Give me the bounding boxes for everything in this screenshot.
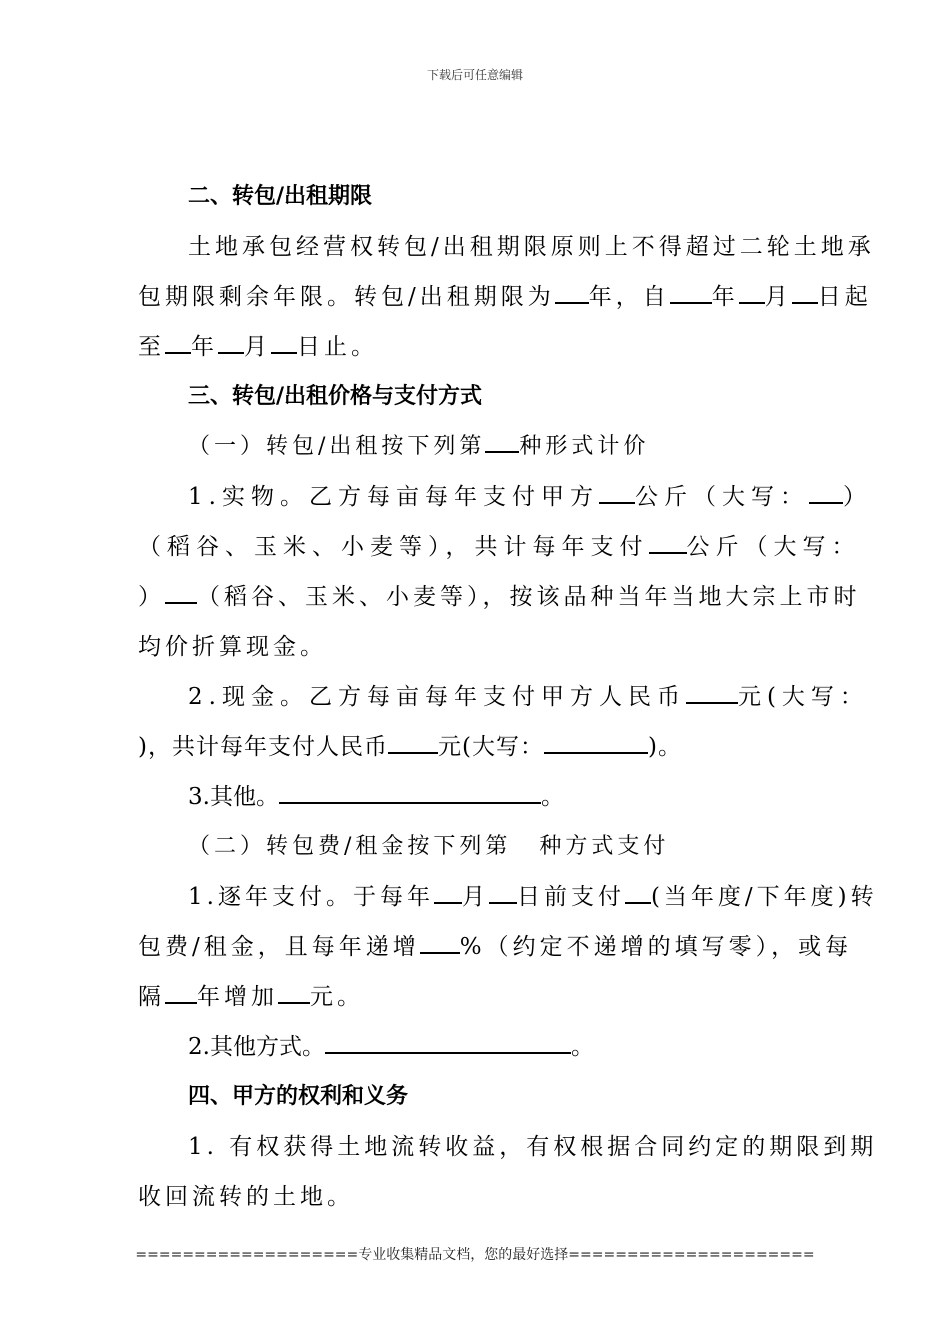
blank-line[interactable] xyxy=(420,951,460,954)
section-3-sub-1 xyxy=(188,422,649,472)
blank-line[interactable] xyxy=(279,801,541,804)
payment-1-line-1 xyxy=(188,872,878,922)
blank-line[interactable] xyxy=(625,901,651,904)
blank-line[interactable] xyxy=(809,501,843,504)
section-3-title: 三、转包/出租价格与支付方式 xyxy=(188,384,483,409)
text-span: 2.现金。乙方每亩每年支付甲方人民币 xyxy=(188,684,686,710)
section-2-paragraph-line-2 xyxy=(138,272,872,322)
blank-line[interactable] xyxy=(325,1051,571,1054)
text-span: 日起 xyxy=(817,284,872,310)
item-2-line-1 xyxy=(188,672,869,722)
text-span: 日止。 xyxy=(297,334,378,360)
text-span: 至 xyxy=(138,334,165,360)
text-span: )。 xyxy=(647,734,682,760)
text-span: ） xyxy=(842,484,872,510)
text-span: 元。 xyxy=(310,984,364,1010)
text-span: 元(大写： xyxy=(737,684,869,710)
text-span: )，共计每年支付人民币 xyxy=(138,734,388,760)
item-1-line-3 xyxy=(138,572,861,622)
section-2-paragraph-line-1: 土地承包经营权转包/出租期限原则上不得超过二轮土地承 xyxy=(188,234,875,260)
text-span: 年增加 xyxy=(197,984,278,1010)
blank-line[interactable] xyxy=(555,301,589,304)
text-span: （一）转包/出租按下列第 xyxy=(188,434,486,459)
blank-line[interactable] xyxy=(165,601,197,604)
text-span: 。 xyxy=(540,784,564,810)
page-footer: ===================专业收集精品文档，您的最好选择===================== xyxy=(135,1247,815,1263)
text-span: （二）转包费/租金按下列第 xyxy=(188,834,512,859)
text-span: 种方式支付 xyxy=(539,834,670,859)
text-span: 包费/租金，且每年递增 xyxy=(138,934,420,960)
text-span: 月 xyxy=(461,884,489,910)
text-span: 年 xyxy=(711,284,739,310)
text-span: 1.实物。乙方每亩每年支付甲方 xyxy=(188,484,599,510)
item-1-line-4: 均价折算现金。 xyxy=(138,634,327,660)
text-span: （稻谷、玉米、小麦等），共计每年支付 xyxy=(138,534,649,560)
item-1-line-1 xyxy=(188,472,872,522)
blank-line[interactable] xyxy=(165,1001,197,1004)
text-span: (当年度/下年度)转 xyxy=(650,884,878,910)
blank-line[interactable] xyxy=(278,1001,310,1004)
text-span: 公斤（大写： xyxy=(686,534,861,560)
section-3-sub-2 xyxy=(188,822,669,872)
blank-line[interactable] xyxy=(544,751,648,754)
blank-line[interactable] xyxy=(489,901,517,904)
blank-line[interactable] xyxy=(271,351,297,354)
item-2-line-2 xyxy=(138,722,682,772)
payment-2-line xyxy=(188,1022,594,1072)
blank-line[interactable] xyxy=(485,450,519,453)
payment-1-line-3 xyxy=(138,972,364,1022)
blank-line[interactable] xyxy=(670,301,712,304)
blank-line[interactable] xyxy=(599,501,635,504)
text-span: 1.逐年支付。于每年 xyxy=(188,884,434,910)
item-1-line-2 xyxy=(138,522,861,572)
blank-line[interactable] xyxy=(792,301,818,304)
blank-line[interactable] xyxy=(434,901,462,904)
text-span: 包期限剩余年限。转包/出租期限为 xyxy=(138,284,555,310)
payment-1-line-2 xyxy=(138,922,852,972)
text-span: 月 xyxy=(764,284,792,310)
text-span: 种形式计价 xyxy=(519,434,650,459)
blank-line[interactable] xyxy=(739,301,765,304)
text-span: 2.其他方式。 xyxy=(188,1034,325,1060)
text-span: 月 xyxy=(244,334,271,360)
text-span: 日前支付 xyxy=(516,884,625,910)
blank-line[interactable] xyxy=(686,701,738,704)
text-span: 元(大写： xyxy=(437,734,544,760)
text-span: 公斤（大写： xyxy=(634,484,809,510)
text-span: 年 xyxy=(191,334,218,360)
item-3-line xyxy=(188,772,564,822)
page-header: 下载后可任意编辑 xyxy=(426,68,523,82)
text-span: 年，自 xyxy=(588,284,670,310)
section-4-title: 四、甲方的权利和义务 xyxy=(188,1084,409,1109)
blank-line[interactable] xyxy=(218,351,244,354)
section-2-title: 二、转包/出租期限 xyxy=(188,184,373,209)
section-4-paragraph-line-2: 收回流转的土地。 xyxy=(138,1184,354,1210)
blank-line[interactable] xyxy=(388,751,438,754)
section-2-paragraph-line-3 xyxy=(138,322,378,372)
text-span: （稻谷、玉米、小麦等），按该品种当年当地大宗上市时 xyxy=(197,584,861,610)
text-span: ） xyxy=(138,584,165,610)
section-4-paragraph-line-1: 1. 有权获得土地流转收益，有权根据合同约定的期限到期 xyxy=(188,1134,878,1160)
text-span: 隔 xyxy=(138,984,165,1010)
blank-line[interactable] xyxy=(649,551,687,554)
text-span: %（约定不递增的填写零），或每 xyxy=(459,934,853,960)
blank-line[interactable] xyxy=(165,351,191,354)
text-span: 。 xyxy=(570,1034,594,1060)
text-span: 3.其他。 xyxy=(188,784,279,810)
